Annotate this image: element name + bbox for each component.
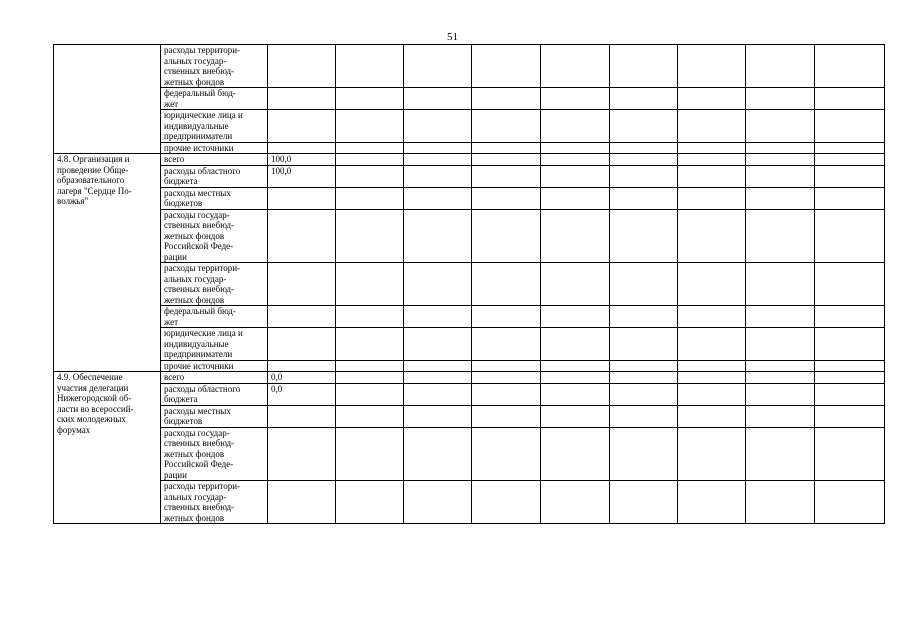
funding-source-cell: расходы местных бюджетов — [161, 187, 268, 209]
empty-value-cell — [746, 427, 815, 481]
amount-cell — [268, 427, 336, 481]
empty-value-cell — [404, 405, 472, 427]
empty-value-cell — [472, 165, 541, 187]
empty-value-cell — [541, 372, 610, 384]
empty-value-cell — [815, 360, 885, 372]
empty-value-cell — [815, 209, 885, 263]
table-row — [54, 405, 885, 427]
empty-value-cell — [815, 405, 885, 427]
empty-value-cell — [541, 45, 610, 88]
empty-value-cell — [746, 263, 815, 306]
empty-value-cell — [610, 45, 678, 88]
empty-value-cell — [404, 372, 472, 384]
empty-value-cell — [746, 165, 815, 187]
empty-value-cell — [678, 360, 746, 372]
table-row — [54, 88, 885, 110]
empty-value-cell — [746, 88, 815, 110]
empty-value-cell — [610, 154, 678, 166]
empty-value-cell — [472, 154, 541, 166]
amount-cell — [268, 360, 336, 372]
funding-source-cell: расходы территори- альных государ- ственных внебюд- жетных фондов — [161, 481, 268, 524]
empty-value-cell — [472, 481, 541, 524]
empty-value-cell — [815, 372, 885, 384]
table-row — [54, 142, 885, 154]
amount-cell: 0,0 — [268, 372, 336, 384]
empty-value-cell — [404, 427, 472, 481]
funding-source-cell: всего — [161, 372, 268, 384]
funding-source-cell: федеральный бюд- жет — [161, 88, 268, 110]
empty-value-cell — [610, 263, 678, 306]
empty-value-cell — [746, 372, 815, 384]
empty-value-cell — [336, 306, 404, 328]
amount-cell — [268, 306, 336, 328]
empty-value-cell — [541, 481, 610, 524]
empty-value-cell — [541, 360, 610, 372]
funding-source-cell: расходы государ- ственных внебюд- жетных фондов Российской Феде- рации — [161, 209, 268, 263]
empty-value-cell — [541, 209, 610, 263]
table-row — [54, 383, 885, 405]
amount-cell — [268, 88, 336, 110]
empty-value-cell — [815, 154, 885, 166]
table-row — [54, 154, 885, 166]
amount-cell: 100,0 — [268, 165, 336, 187]
empty-value-cell — [472, 360, 541, 372]
empty-value-cell — [472, 372, 541, 384]
empty-value-cell — [746, 187, 815, 209]
empty-value-cell — [678, 306, 746, 328]
empty-value-cell — [610, 427, 678, 481]
empty-value-cell — [815, 306, 885, 328]
empty-value-cell — [541, 263, 610, 306]
empty-value-cell — [815, 263, 885, 306]
empty-value-cell — [610, 383, 678, 405]
empty-value-cell — [678, 209, 746, 263]
empty-value-cell — [541, 110, 610, 143]
amount-cell: 100,0 — [268, 154, 336, 166]
empty-value-cell — [746, 481, 815, 524]
empty-value-cell — [404, 360, 472, 372]
empty-value-cell — [404, 165, 472, 187]
amount-cell — [268, 209, 336, 263]
funding-source-cell: расходы государ- ственных внебюд- жетных фондов Российской Феде- рации — [161, 427, 268, 481]
empty-value-cell — [610, 328, 678, 361]
empty-value-cell — [336, 88, 404, 110]
empty-value-cell — [404, 154, 472, 166]
empty-value-cell — [472, 405, 541, 427]
empty-value-cell — [472, 209, 541, 263]
amount-cell — [268, 142, 336, 154]
empty-value-cell — [472, 110, 541, 143]
empty-value-cell — [472, 45, 541, 88]
funding-source-cell: расходы областного бюджета — [161, 165, 268, 187]
empty-value-cell — [678, 187, 746, 209]
empty-value-cell — [472, 383, 541, 405]
empty-value-cell — [541, 187, 610, 209]
empty-value-cell — [610, 481, 678, 524]
empty-value-cell — [472, 88, 541, 110]
empty-value-cell — [678, 142, 746, 154]
empty-value-cell — [404, 110, 472, 143]
empty-value-cell — [336, 187, 404, 209]
page-number: 51 — [447, 31, 458, 43]
empty-value-cell — [746, 209, 815, 263]
empty-value-cell — [678, 110, 746, 143]
funding-source-cell: расходы областного бюджета — [161, 383, 268, 405]
empty-value-cell — [541, 383, 610, 405]
empty-value-cell — [336, 328, 404, 361]
empty-value-cell — [678, 154, 746, 166]
empty-value-cell — [610, 372, 678, 384]
empty-value-cell — [336, 481, 404, 524]
empty-value-cell — [336, 165, 404, 187]
empty-value-cell — [336, 209, 404, 263]
table-body — [54, 45, 885, 524]
table-row — [54, 481, 885, 524]
empty-value-cell — [746, 110, 815, 143]
empty-value-cell — [678, 405, 746, 427]
empty-value-cell — [336, 263, 404, 306]
empty-value-cell — [541, 88, 610, 110]
empty-value-cell — [336, 383, 404, 405]
empty-value-cell — [815, 88, 885, 110]
empty-value-cell — [404, 142, 472, 154]
empty-value-cell — [472, 328, 541, 361]
empty-value-cell — [610, 209, 678, 263]
empty-value-cell — [472, 263, 541, 306]
funding-source-cell: юридические лица и индивидуальные предприниматели — [161, 110, 268, 143]
empty-value-cell — [472, 306, 541, 328]
funding-source-cell: юридические лица и индивидуальные предприниматели — [161, 328, 268, 361]
funding-source-cell: расходы территори- альных государ- ственных внебюд- жетных фондов — [161, 45, 268, 88]
table-row — [54, 165, 885, 187]
empty-value-cell — [678, 481, 746, 524]
table-row — [54, 45, 885, 88]
empty-value-cell — [541, 427, 610, 481]
amount-cell — [268, 110, 336, 143]
empty-value-cell — [746, 360, 815, 372]
empty-value-cell — [541, 142, 610, 154]
budget-table — [53, 44, 885, 524]
empty-value-cell — [815, 110, 885, 143]
funding-source-cell: федеральный бюд- жет — [161, 306, 268, 328]
funding-source-cell: расходы территори- альных государ- ственных внебюд- жетных фондов — [161, 263, 268, 306]
empty-value-cell — [472, 142, 541, 154]
funding-source-cell: прочие источники — [161, 142, 268, 154]
empty-value-cell — [404, 209, 472, 263]
empty-value-cell — [610, 306, 678, 328]
empty-value-cell — [404, 263, 472, 306]
empty-value-cell — [336, 142, 404, 154]
amount-cell — [268, 263, 336, 306]
empty-value-cell — [336, 360, 404, 372]
empty-value-cell — [336, 427, 404, 481]
empty-value-cell — [746, 154, 815, 166]
program-cell: 4.9. Обеспечение участия делегации Нижегородской об- ласти во всероссий- ских молодежных форумах — [54, 372, 161, 524]
table-row — [54, 306, 885, 328]
table-row — [54, 187, 885, 209]
amount-cell — [268, 481, 336, 524]
empty-value-cell — [678, 165, 746, 187]
empty-value-cell — [815, 427, 885, 481]
empty-value-cell — [746, 328, 815, 361]
empty-value-cell — [678, 328, 746, 361]
empty-value-cell — [815, 165, 885, 187]
empty-value-cell — [404, 383, 472, 405]
empty-value-cell — [541, 154, 610, 166]
empty-value-cell — [678, 383, 746, 405]
empty-value-cell — [678, 372, 746, 384]
empty-value-cell — [472, 427, 541, 481]
empty-value-cell — [610, 165, 678, 187]
empty-value-cell — [541, 328, 610, 361]
empty-value-cell — [404, 88, 472, 110]
empty-value-cell — [336, 405, 404, 427]
empty-value-cell — [541, 405, 610, 427]
empty-value-cell — [610, 405, 678, 427]
empty-value-cell — [404, 187, 472, 209]
empty-value-cell — [610, 88, 678, 110]
empty-value-cell — [746, 383, 815, 405]
empty-value-cell — [610, 360, 678, 372]
table-row — [54, 328, 885, 361]
empty-value-cell — [610, 142, 678, 154]
empty-value-cell — [746, 405, 815, 427]
empty-value-cell — [336, 45, 404, 88]
empty-value-cell — [472, 187, 541, 209]
amount-cell — [268, 187, 336, 209]
table-row — [54, 360, 885, 372]
empty-value-cell — [815, 328, 885, 361]
empty-value-cell — [678, 88, 746, 110]
empty-value-cell — [678, 263, 746, 306]
program-cell — [54, 45, 161, 154]
amount-cell — [268, 45, 336, 88]
empty-value-cell — [404, 45, 472, 88]
empty-value-cell — [678, 45, 746, 88]
table-row — [54, 263, 885, 306]
amount-cell — [268, 405, 336, 427]
table-row — [54, 209, 885, 263]
funding-source-cell: всего — [161, 154, 268, 166]
empty-value-cell — [746, 142, 815, 154]
table-row — [54, 372, 885, 384]
empty-value-cell — [404, 306, 472, 328]
empty-value-cell — [404, 481, 472, 524]
table-row — [54, 427, 885, 481]
funding-source-cell: расходы местных бюджетов — [161, 405, 268, 427]
empty-value-cell — [541, 306, 610, 328]
program-cell: 4.8. Организация и проведение Обще- образовательного лагеря "Сердце По- волжья" — [54, 154, 161, 372]
empty-value-cell — [336, 154, 404, 166]
amount-cell — [268, 328, 336, 361]
amount-cell: 0,0 — [268, 383, 336, 405]
empty-value-cell — [678, 427, 746, 481]
empty-value-cell — [336, 110, 404, 143]
empty-value-cell — [815, 481, 885, 524]
empty-value-cell — [610, 187, 678, 209]
empty-value-cell — [815, 45, 885, 88]
empty-value-cell — [815, 383, 885, 405]
empty-value-cell — [815, 187, 885, 209]
empty-value-cell — [336, 372, 404, 384]
empty-value-cell — [815, 142, 885, 154]
empty-value-cell — [610, 110, 678, 143]
empty-value-cell — [746, 45, 815, 88]
empty-value-cell — [404, 328, 472, 361]
funding-source-cell: прочие источники — [161, 360, 268, 372]
table-row — [54, 110, 885, 143]
empty-value-cell — [541, 165, 610, 187]
empty-value-cell — [746, 306, 815, 328]
